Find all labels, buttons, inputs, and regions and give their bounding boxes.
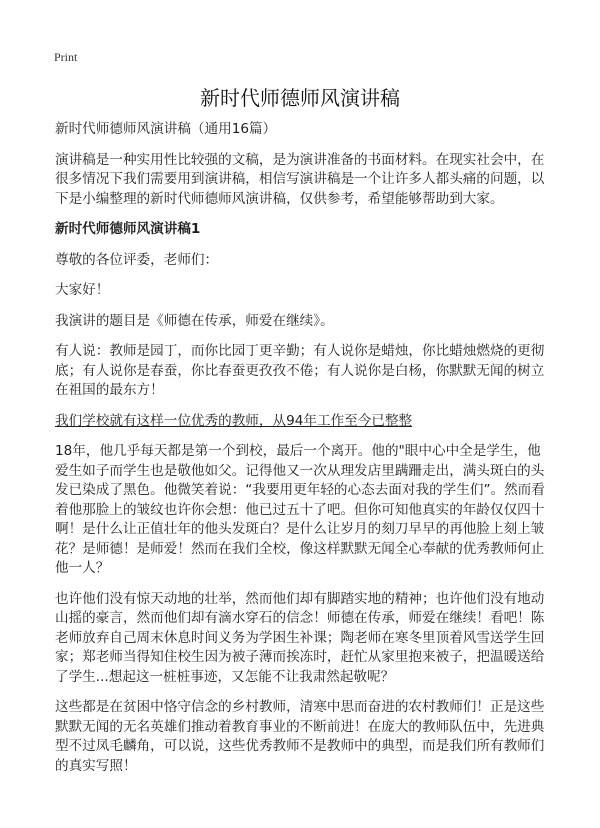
- text-line: 山摇的豪言，然而他们却有滴水穿石的信念！师德在传承，师爱在继续！看吧！陈: [55, 610, 545, 626]
- text-line: 很多情况下我们需要用到演讲稿，相信写演讲稿是一个让许多人都头痛的问题，以: [55, 171, 545, 187]
- text-line: 着他那脸上的皱纹也许你会想：他已过五十了吧。但你可知他真实的年龄仅仅四十: [55, 501, 545, 518]
- print-link[interactable]: Print: [54, 50, 78, 64]
- text-line: 在祖国的最东方！: [55, 382, 164, 398]
- paragraph: [55, 590, 555, 688]
- text-line: 发已染成了黑色。他微笑着说：“我要用更年轻的心态去面对我的学生们”。然而看: [55, 482, 545, 498]
- text-line: 家；郑老师当得知住校生因为被子薄而挨冻时，赶忙从家里抱来被子，把温暖送给: [55, 649, 545, 665]
- text-line: 他一人？: [55, 560, 110, 576]
- document-body: [55, 120, 555, 787]
- document-title: 新时代师德师风演讲稿: [200, 86, 400, 110]
- text-line: 大家好！: [55, 282, 110, 298]
- paragraph: [55, 281, 555, 301]
- paragraph: [55, 412, 555, 432]
- text-line: 爱生如子而学生也是敬他如父。记得他又一次从理发店里蹒跚走出，满头斑白的头: [55, 462, 545, 479]
- paragraph: [55, 342, 555, 401]
- text-line: 底；有人说你是春蚕，你比春蚕更孜孜不倦；有人说你是白杨，你默默无闻的树立: [55, 362, 545, 379]
- text-line: 演讲稿是一种实用性比较强的文稿，是为演讲准备的书面材料。在现实社会中，在: [55, 151, 545, 168]
- paragraph: [55, 698, 555, 776]
- text-line: 也许他们没有惊天动地的壮举，然而他们却有脚踏实地的精神；也许他们没有地动: [55, 590, 545, 607]
- text-line: 型不过凤毛麟角，可以说，这些优秀教师不是教师中的典型，而是我们所有教师们: [55, 738, 545, 754]
- text-line: 尊敬的各位评委，老师们：: [55, 251, 219, 268]
- text-line: 了学生...想起这一桩桩事迹，又怎能不让我肃然起敬呢？: [55, 668, 395, 685]
- text-line: 老师放弃自己周末休息时间义务为学困生补课；陶老师在寒冬里顶着风雪送学生回: [55, 629, 545, 646]
- text-line: 这些都是在贫困中恪守信念的乡村教师，清寒中思而奋进的农村教师们！正是这些: [55, 699, 545, 715]
- subtitle: 新时代师德师风演讲稿（通用16篇）: [55, 121, 277, 137]
- text-line: 我演讲的题目是《师德在传承，师爱在继续》。: [55, 312, 334, 329]
- paragraph: [55, 312, 555, 332]
- text-line: 有人说：教师是园丁，而你比园丁更辛勤；有人说你是蜡烛，你比蜡烛燃烧的更彻: [55, 343, 545, 359]
- paragraph: [55, 442, 555, 579]
- text-line: 18年，他几乎每天都是第一个到校，最后一个离开。他的"眼中心中全是学生，他: [55, 443, 541, 459]
- text-line: 的真实写照！: [55, 757, 137, 774]
- text-line: 下是小编整理的新时代师德师风演讲稿，仅供参考，希望能够帮助到大家。: [55, 190, 504, 207]
- text-line: 我们学校就有这样一位优秀的教师，从94年工作至今已整整: [55, 412, 413, 429]
- section-heading: 新时代师德师风演讲稿1: [55, 221, 201, 237]
- text-line: 啊！是什么让正值壮年的他头发斑白？是什么让岁月的刻刀早早的再他脸上刻上皱: [55, 521, 545, 537]
- speech-paragraphs: [55, 251, 555, 777]
- text-line: 默默无闻的无名英雄们推动着教育事业的不断前进！在庞大的教师队伍中，先进典: [55, 718, 545, 735]
- text-line: 花？是师德！是师爱！然而在我们全校，像这样默默无闻全心奉献的优秀教师何止: [55, 540, 545, 557]
- intro-paragraph: [55, 151, 555, 210]
- paragraph: [55, 251, 555, 271]
